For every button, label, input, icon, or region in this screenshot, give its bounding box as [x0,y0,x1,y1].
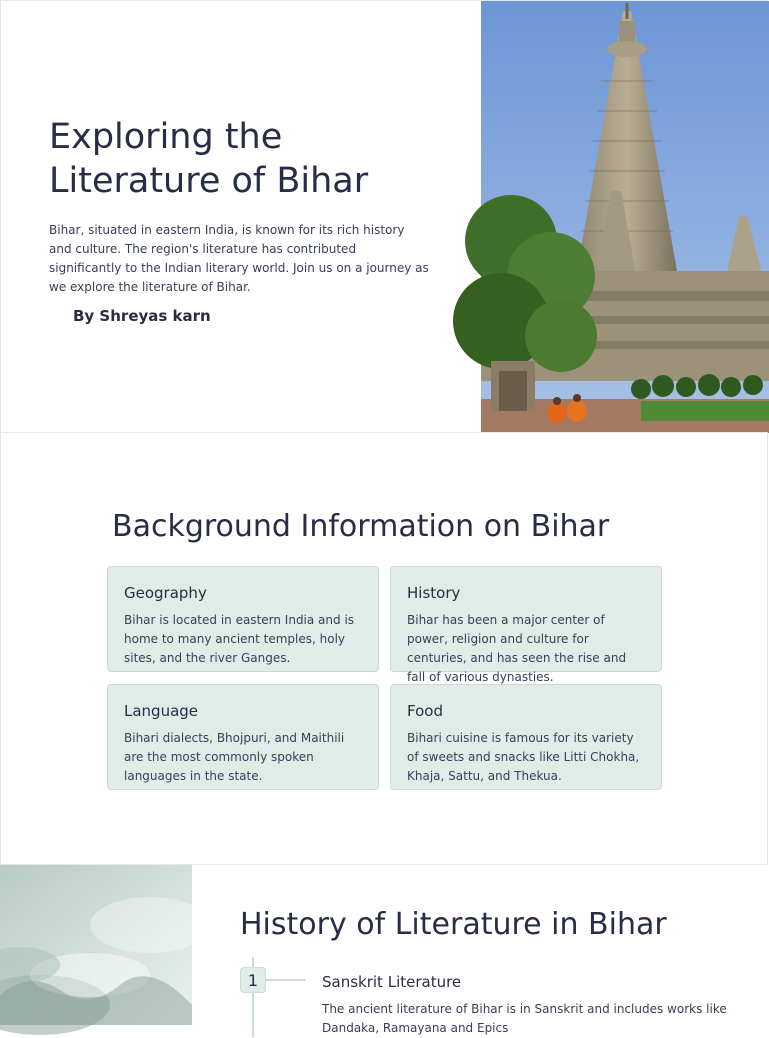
card-text: Bihari dialects, Bhojpuri, and Maithili are the most commonly spoken languages in the state. [124,731,345,783]
title-line-1: Exploring the [49,117,283,157]
slide-title [49,115,449,203]
timeline-heading: Sanskrit Literature [322,973,462,991]
card-text: Bihari cuisine is famous for its variety of sweets and snacks like Litti Chokha, Khaja, Sattu, and Thekua. [407,731,640,783]
literature-history-slide [0,864,768,1035]
temple-photo [481,1,769,433]
card-heading: Language [124,702,199,720]
timeline-step-number: 1 [240,967,266,993]
card-heading: History [407,584,461,602]
section-title: History of Literature in Bihar [240,907,667,942]
slide-description: Bihar, situated in eastern India, is known for its rich history and culture. The region's literature has contributed significantly to the Indian literary world. Join us on a journey as we explore the literature of Bihar. [49,223,429,294]
timeline-connector [266,979,306,981]
section-title: Background Information on Bihar [112,509,610,544]
card-heading: Food [407,702,443,720]
timeline-text: The ancient literature of Bihar is in Sanskrit and includes works like Dandaka, Ramayana and Epics [322,1002,727,1035]
title-slide [0,0,768,433]
author-byline: By Shreyas karn [73,307,211,325]
title-line-2: Literature of Bihar [49,161,369,201]
background-slide [0,432,768,865]
card-text: Bihar has been a major center of power, religion and culture for centuries, and has seen the rise and fall of various dynasties. [407,613,627,684]
card-heading: Geography [124,584,207,602]
card-language [107,684,379,790]
card-history [390,566,662,684]
card-geography [107,566,379,672]
card-text: Bihar is located in eastern India and is home to many ancient temples, holy sites, and the river Ganges. [124,613,355,665]
card-food [390,684,662,790]
mist-image [0,865,192,1025]
